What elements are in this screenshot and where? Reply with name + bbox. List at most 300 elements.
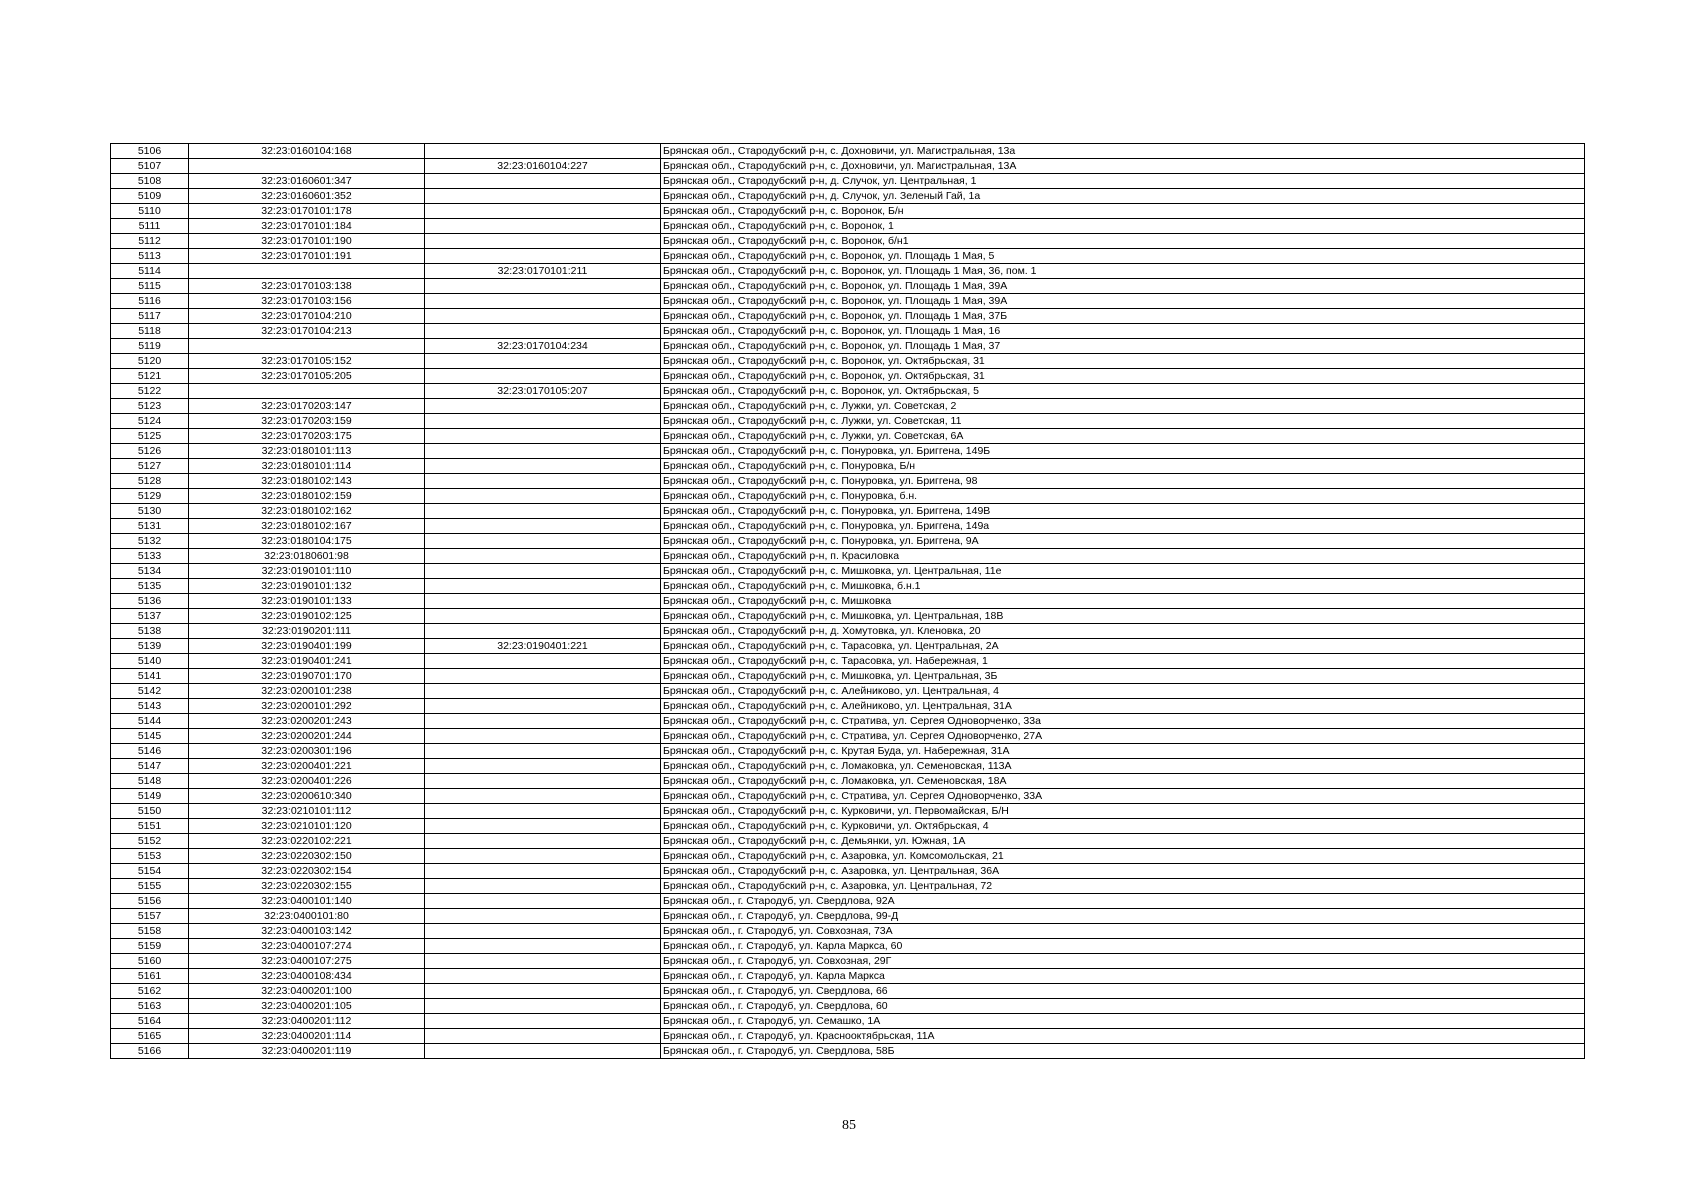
- table-row: [111, 369, 1585, 384]
- table-row: [111, 309, 1585, 324]
- row-number-cell: 5157: [111, 909, 189, 924]
- table-row: [111, 954, 1585, 969]
- related-cadastral-number-cell: [425, 444, 661, 459]
- related-cadastral-number-cell: [425, 489, 661, 504]
- row-number-cell: 5138: [111, 624, 189, 639]
- address-cell: Брянская обл., Стародубский р-н, с. Мишковка, б.н.1: [661, 579, 1585, 594]
- related-cadastral-number-cell: [425, 609, 661, 624]
- table-row: [111, 429, 1585, 444]
- cadastral-number-cell: 32:23:0180102:143: [189, 474, 425, 489]
- address-cell: Брянская обл., Стародубский р-н, с. Курковичи, ул. Первомайская, Б/Н: [661, 804, 1585, 819]
- table-row: [111, 654, 1585, 669]
- cadastral-number-cell: 32:23:0400108:434: [189, 969, 425, 984]
- table-row: [111, 804, 1585, 819]
- cadastral-number-cell: 32:23:0170104:213: [189, 324, 425, 339]
- row-number-cell: 5135: [111, 579, 189, 594]
- row-number-cell: 5154: [111, 864, 189, 879]
- table-row: [111, 924, 1585, 939]
- table-row: [111, 909, 1585, 924]
- address-cell: Брянская обл., Стародубский р-н, с. Воронок, ул. Площадь 1 Мая, 37: [661, 339, 1585, 354]
- address-cell: Брянская обл., г. Стародуб, ул. Свердлова, 58Б: [661, 1044, 1585, 1059]
- related-cadastral-number-cell: [425, 249, 661, 264]
- table-row: [111, 159, 1585, 174]
- address-cell: Брянская обл., г. Стародуб, ул. Карла Маркса: [661, 969, 1585, 984]
- cadastral-number-cell: 32:23:0180101:113: [189, 444, 425, 459]
- address-cell: Брянская обл., Стародубский р-н, с. Воронок, ул. Площадь 1 Мая, 37Б: [661, 309, 1585, 324]
- row-number-cell: 5145: [111, 729, 189, 744]
- row-number-cell: 5133: [111, 549, 189, 564]
- address-cell: Брянская обл., Стародубский р-н, с. Стратива, ул. Сергея Одноворченко, 27А: [661, 729, 1585, 744]
- row-number-cell: 5136: [111, 594, 189, 609]
- address-cell: Брянская обл., г. Стародуб, ул. Семашко, 1А: [661, 1014, 1585, 1029]
- cadastral-number-cell: [189, 384, 425, 399]
- table-row: [111, 759, 1585, 774]
- cadastral-number-cell: 32:23:0170104:210: [189, 309, 425, 324]
- row-number-cell: 5126: [111, 444, 189, 459]
- address-cell: Брянская обл., Стародубский р-н, с. Мишковка, ул. Центральная, 11е: [661, 564, 1585, 579]
- cadastral-number-cell: 32:23:0170203:159: [189, 414, 425, 429]
- related-cadastral-number-cell: [425, 954, 661, 969]
- address-cell: Брянская обл., Стародубский р-н, с. Воронок, ул. Октябрьская, 5: [661, 384, 1585, 399]
- cadastral-number-cell: 32:23:0170203:175: [189, 429, 425, 444]
- row-number-cell: 5164: [111, 1014, 189, 1029]
- related-cadastral-number-cell: [425, 819, 661, 834]
- address-cell: Брянская обл., Стародубский р-н, с. Ломаковка, ул. Семеновская, 113А: [661, 759, 1585, 774]
- address-cell: Брянская обл., г. Стародуб, ул. Свердлова, 60: [661, 999, 1585, 1014]
- cadastral-number-cell: 32:23:0200101:292: [189, 699, 425, 714]
- cadastral-number-cell: 32:23:0170103:156: [189, 294, 425, 309]
- row-number-cell: 5143: [111, 699, 189, 714]
- row-number-cell: 5134: [111, 564, 189, 579]
- table-row: [111, 264, 1585, 279]
- cadastral-number-cell: 32:23:0170101:184: [189, 219, 425, 234]
- related-cadastral-number-cell: [425, 294, 661, 309]
- cadastral-number-cell: 32:23:0190101:132: [189, 579, 425, 594]
- cadastral-number-cell: 32:23:0180102:159: [189, 489, 425, 504]
- row-number-cell: 5112: [111, 234, 189, 249]
- cadastral-number-cell: 32:23:0200610:340: [189, 789, 425, 804]
- related-cadastral-number-cell: [425, 924, 661, 939]
- related-cadastral-number-cell: [425, 909, 661, 924]
- registry-table-body: [111, 144, 1585, 1059]
- address-cell: Брянская обл., Стародубский р-н, с. Воронок, ул. Площадь 1 Мая, 39А: [661, 279, 1585, 294]
- cadastral-number-cell: [189, 339, 425, 354]
- row-number-cell: 5160: [111, 954, 189, 969]
- table-row: [111, 444, 1585, 459]
- related-cadastral-number-cell: 32:23:0170104:234: [425, 339, 661, 354]
- table-row: [111, 339, 1585, 354]
- related-cadastral-number-cell: [425, 189, 661, 204]
- cadastral-number-cell: 32:23:0190401:199: [189, 639, 425, 654]
- related-cadastral-number-cell: [425, 804, 661, 819]
- related-cadastral-number-cell: [425, 219, 661, 234]
- row-number-cell: 5115: [111, 279, 189, 294]
- address-cell: Брянская обл., Стародубский р-н, с. Воронок, 1: [661, 219, 1585, 234]
- related-cadastral-number-cell: [425, 309, 661, 324]
- address-cell: Брянская обл., Стародубский р-н, с. Лужки, ул. Советская, 11: [661, 414, 1585, 429]
- related-cadastral-number-cell: [425, 369, 661, 384]
- address-cell: Брянская обл., Стародубский р-н, с. Понуровка, б.н.: [661, 489, 1585, 504]
- cadastral-number-cell: 32:23:0220302:154: [189, 864, 425, 879]
- related-cadastral-number-cell: [425, 504, 661, 519]
- row-number-cell: 5125: [111, 429, 189, 444]
- related-cadastral-number-cell: [425, 429, 661, 444]
- row-number-cell: 5110: [111, 204, 189, 219]
- address-cell: Брянская обл., Стародубский р-н, с. Демьянки, ул. Южная, 1А: [661, 834, 1585, 849]
- row-number-cell: 5142: [111, 684, 189, 699]
- related-cadastral-number-cell: [425, 789, 661, 804]
- address-cell: Брянская обл., Стародубский р-н, с. Алейниково, ул. Центральная, 4: [661, 684, 1585, 699]
- address-cell: Брянская обл., Стародубский р-н, д. Случок, ул. Центральная, 1: [661, 174, 1585, 189]
- related-cadastral-number-cell: [425, 204, 661, 219]
- table-row: [111, 639, 1585, 654]
- row-number-cell: 5148: [111, 774, 189, 789]
- cadastral-number-cell: 32:23:0200101:238: [189, 684, 425, 699]
- cadastral-number-cell: 32:23:0180104:175: [189, 534, 425, 549]
- table-row: [111, 744, 1585, 759]
- related-cadastral-number-cell: [425, 279, 661, 294]
- table-row: [111, 669, 1585, 684]
- related-cadastral-number-cell: [425, 864, 661, 879]
- address-cell: Брянская обл., Стародубский р-н, с. Лужки, ул. Советская, 2: [661, 399, 1585, 414]
- address-cell: Брянская обл., Стародубский р-н, с. Понуровка, ул. Бриггена, 98: [661, 474, 1585, 489]
- cadastral-number-cell: 32:23:0200401:226: [189, 774, 425, 789]
- related-cadastral-number-cell: [425, 879, 661, 894]
- related-cadastral-number-cell: [425, 654, 661, 669]
- cadastral-number-cell: 32:23:0200201:244: [189, 729, 425, 744]
- related-cadastral-number-cell: [425, 714, 661, 729]
- row-number-cell: 5137: [111, 609, 189, 624]
- related-cadastral-number-cell: [425, 324, 661, 339]
- address-cell: Брянская обл., Стародубский р-н, с. Крутая Буда, ул. Набережная, 31А: [661, 744, 1585, 759]
- row-number-cell: 5107: [111, 159, 189, 174]
- cadastral-number-cell: 32:23:0200301:196: [189, 744, 425, 759]
- address-cell: Брянская обл., Стародубский р-н, с. Лужки, ул. Советская, 6А: [661, 429, 1585, 444]
- table-row: [111, 249, 1585, 264]
- related-cadastral-number-cell: 32:23:0190401:221: [425, 639, 661, 654]
- cadastral-number-cell: 32:23:0400201:114: [189, 1029, 425, 1044]
- cadastral-number-cell: 32:23:0170101:191: [189, 249, 425, 264]
- related-cadastral-number-cell: [425, 759, 661, 774]
- address-cell: Брянская обл., Стародубский р-н, с. Понуровка, ул. Бриггена, 149а: [661, 519, 1585, 534]
- table-row: [111, 564, 1585, 579]
- cadastral-number-cell: 32:23:0400101:80: [189, 909, 425, 924]
- table-row: [111, 474, 1585, 489]
- address-cell: Брянская обл., Стародубский р-н, с. Воронок, ул. Октябрьская, 31: [661, 369, 1585, 384]
- related-cadastral-number-cell: [425, 969, 661, 984]
- address-cell: Брянская обл., Стародубский р-н, с. Мишковка, ул. Центральная, 18В: [661, 609, 1585, 624]
- address-cell: Брянская обл., Стародубский р-н, с. Понуровка, ул. Бриггена, 149Б: [661, 444, 1585, 459]
- related-cadastral-number-cell: [425, 234, 661, 249]
- table-row: [111, 984, 1585, 999]
- row-number-cell: 5156: [111, 894, 189, 909]
- cadastral-number-cell: 32:23:0160601:352: [189, 189, 425, 204]
- table-row: [111, 864, 1585, 879]
- table-row: [111, 969, 1585, 984]
- cadastral-number-cell: 32:23:0190401:241: [189, 654, 425, 669]
- cadastral-number-cell: 32:23:0180101:114: [189, 459, 425, 474]
- table-row: [111, 849, 1585, 864]
- row-number-cell: 5120: [111, 354, 189, 369]
- row-number-cell: 5151: [111, 819, 189, 834]
- row-number-cell: 5108: [111, 174, 189, 189]
- address-cell: Брянская обл., Стародубский р-н, с. Тарасовка, ул. Набережная, 1: [661, 654, 1585, 669]
- related-cadastral-number-cell: 32:23:0170101:211: [425, 264, 661, 279]
- cadastral-number-cell: 32:23:0400101:140: [189, 894, 425, 909]
- address-cell: Брянская обл., Стародубский р-н, с. Стратива, ул. Сергея Одноворченко, 33А: [661, 789, 1585, 804]
- table-row: [111, 279, 1585, 294]
- row-number-cell: 5153: [111, 849, 189, 864]
- table-row: [111, 174, 1585, 189]
- row-number-cell: 5131: [111, 519, 189, 534]
- address-cell: Брянская обл., г. Стародуб, ул. Свердлова, 99-Д: [661, 909, 1585, 924]
- cadastral-number-cell: 32:23:0210101:120: [189, 819, 425, 834]
- row-number-cell: 5140: [111, 654, 189, 669]
- table-row: [111, 519, 1585, 534]
- address-cell: Брянская обл., Стародубский р-н, с. Понуровка, Б/н: [661, 459, 1585, 474]
- table-row: [111, 879, 1585, 894]
- row-number-cell: 5116: [111, 294, 189, 309]
- table-row: [111, 219, 1585, 234]
- related-cadastral-number-cell: [425, 669, 661, 684]
- table-row: [111, 579, 1585, 594]
- related-cadastral-number-cell: [425, 834, 661, 849]
- row-number-cell: 5117: [111, 309, 189, 324]
- table-row: [111, 324, 1585, 339]
- cadastral-number-cell: 32:23:0400201:119: [189, 1044, 425, 1059]
- address-cell: Брянская обл., Стародубский р-н, с. Мишковка: [661, 594, 1585, 609]
- address-cell: Брянская обл., Стародубский р-н, д. Хомутовка, ул. Кленовка, 20: [661, 624, 1585, 639]
- address-cell: Брянская обл., г. Стародуб, ул. Краснооктябрьская, 11А: [661, 1029, 1585, 1044]
- related-cadastral-number-cell: [425, 1029, 661, 1044]
- cadastral-number-cell: 32:23:0220302:155: [189, 879, 425, 894]
- address-cell: Брянская обл., Стародубский р-н, с. Воронок, ул. Площадь 1 Мая, 5: [661, 249, 1585, 264]
- row-number-cell: 5113: [111, 249, 189, 264]
- address-cell: Брянская обл., Стародубский р-н, с. Азаровка, ул. Комсомольская, 21: [661, 849, 1585, 864]
- table-row: [111, 384, 1585, 399]
- related-cadastral-number-cell: [425, 774, 661, 789]
- address-cell: Брянская обл., Стародубский р-н, с. Азаровка, ул. Центральная, 36А: [661, 864, 1585, 879]
- address-cell: Брянская обл., г. Стародуб, ул. Совхозная, 73А: [661, 924, 1585, 939]
- address-cell: Брянская обл., Стародубский р-н, с. Воронок, ул. Площадь 1 Мая, 36, пом. 1: [661, 264, 1585, 279]
- table-row: [111, 414, 1585, 429]
- table-row: [111, 489, 1585, 504]
- related-cadastral-number-cell: [425, 519, 661, 534]
- related-cadastral-number-cell: [425, 894, 661, 909]
- related-cadastral-number-cell: [425, 999, 661, 1014]
- table-row: [111, 294, 1585, 309]
- table-row: [111, 1014, 1585, 1029]
- row-number-cell: 5114: [111, 264, 189, 279]
- cadastral-number-cell: 32:23:0190102:125: [189, 609, 425, 624]
- table-row: [111, 789, 1585, 804]
- address-cell: Брянская обл., Стародубский р-н, с. Воронок, ул. Октябрьская, 31: [661, 354, 1585, 369]
- row-number-cell: 5147: [111, 759, 189, 774]
- address-cell: Брянская обл., Стародубский р-н, с. Азаровка, ул. Центральная, 72: [661, 879, 1585, 894]
- related-cadastral-number-cell: [425, 729, 661, 744]
- address-cell: Брянская обл., Стародубский р-н, с. Воронок, ул. Площадь 1 Мая, 16: [661, 324, 1585, 339]
- related-cadastral-number-cell: [425, 579, 661, 594]
- table-row: [111, 609, 1585, 624]
- related-cadastral-number-cell: [425, 414, 661, 429]
- row-number-cell: 5129: [111, 489, 189, 504]
- table-row: [111, 549, 1585, 564]
- cadastral-number-cell: 32:23:0400103:142: [189, 924, 425, 939]
- related-cadastral-number-cell: [425, 399, 661, 414]
- cadastral-number-cell: 32:23:0220102:221: [189, 834, 425, 849]
- cadastral-number-cell: 32:23:0190101:110: [189, 564, 425, 579]
- related-cadastral-number-cell: [425, 744, 661, 759]
- related-cadastral-number-cell: [425, 984, 661, 999]
- address-cell: Брянская обл., г. Стародуб, ул. Свердлова, 92А: [661, 894, 1585, 909]
- related-cadastral-number-cell: [425, 849, 661, 864]
- row-number-cell: 5165: [111, 1029, 189, 1044]
- cadastral-number-cell: 32:23:0400201:112: [189, 1014, 425, 1029]
- table-row: [111, 939, 1585, 954]
- cadastral-number-cell: 32:23:0170103:138: [189, 279, 425, 294]
- table-row: [111, 1029, 1585, 1044]
- address-cell: Брянская обл., Стародубский р-н, с. Мишковка, ул. Центральная, 3Б: [661, 669, 1585, 684]
- table-row: [111, 999, 1585, 1014]
- row-number-cell: 5124: [111, 414, 189, 429]
- address-cell: Брянская обл., г. Стародуб, ул. Свердлова, 66: [661, 984, 1585, 999]
- cadastral-number-cell: 32:23:0160104:168: [189, 144, 425, 159]
- table-row: [111, 774, 1585, 789]
- related-cadastral-number-cell: 32:23:0170105:207: [425, 384, 661, 399]
- row-number-cell: 5132: [111, 534, 189, 549]
- row-number-cell: 5118: [111, 324, 189, 339]
- related-cadastral-number-cell: [425, 939, 661, 954]
- row-number-cell: 5130: [111, 504, 189, 519]
- address-cell: Брянская обл., Стародубский р-н, с. Понуровка, ул. Бриггена, 9А: [661, 534, 1585, 549]
- address-cell: Брянская обл., Стародубский р-н, с. Курковичи, ул. Октябрьская, 4: [661, 819, 1585, 834]
- related-cadastral-number-cell: [425, 474, 661, 489]
- address-cell: Брянская обл., Стародубский р-н, с. Понуровка, ул. Бриггена, 149В: [661, 504, 1585, 519]
- row-number-cell: 5158: [111, 924, 189, 939]
- cadastral-number-cell: 32:23:0170101:178: [189, 204, 425, 219]
- row-number-cell: 5106: [111, 144, 189, 159]
- table-row: [111, 684, 1585, 699]
- cadastral-number-cell: 32:23:0400107:275: [189, 954, 425, 969]
- cadastral-number-cell: 32:23:0200401:221: [189, 759, 425, 774]
- related-cadastral-number-cell: [425, 549, 661, 564]
- cadastral-number-cell: 32:23:0170105:152: [189, 354, 425, 369]
- related-cadastral-number-cell: [425, 1044, 661, 1059]
- related-cadastral-number-cell: [425, 534, 661, 549]
- address-cell: Брянская обл., г. Стародуб, ул. Совхозная, 29Г: [661, 954, 1585, 969]
- row-number-cell: 5109: [111, 189, 189, 204]
- cadastral-number-cell: 32:23:0400107:274: [189, 939, 425, 954]
- row-number-cell: 5155: [111, 879, 189, 894]
- row-number-cell: 5152: [111, 834, 189, 849]
- cadastral-number-cell: 32:23:0170105:205: [189, 369, 425, 384]
- row-number-cell: 5159: [111, 939, 189, 954]
- cadastral-number-cell: 32:23:0190101:133: [189, 594, 425, 609]
- registry-sheet: [110, 143, 1584, 1059]
- cadastral-number-cell: 32:23:0170101:190: [189, 234, 425, 249]
- registry-table: [110, 143, 1585, 1059]
- row-number-cell: 5146: [111, 744, 189, 759]
- related-cadastral-number-cell: [425, 459, 661, 474]
- table-row: [111, 714, 1585, 729]
- address-cell: Брянская обл., Стародубский р-н, п. Красиловка: [661, 549, 1585, 564]
- row-number-cell: 5122: [111, 384, 189, 399]
- table-row: [111, 729, 1585, 744]
- cadastral-number-cell: 32:23:0220302:150: [189, 849, 425, 864]
- cadastral-number-cell: 32:23:0190701:170: [189, 669, 425, 684]
- cadastral-number-cell: 32:23:0210101:112: [189, 804, 425, 819]
- related-cadastral-number-cell: [425, 699, 661, 714]
- address-cell: Брянская обл., Стародубский р-н, с. Дохновичи, ул. Магистральная, 13А: [661, 159, 1585, 174]
- table-row: [111, 834, 1585, 849]
- address-cell: Брянская обл., Стародубский р-н, с. Дохновичи, ул. Магистральная, 13а: [661, 144, 1585, 159]
- table-row: [111, 624, 1585, 639]
- table-row: [111, 534, 1585, 549]
- related-cadastral-number-cell: [425, 624, 661, 639]
- cadastral-number-cell: 32:23:0190201:111: [189, 624, 425, 639]
- related-cadastral-number-cell: [425, 174, 661, 189]
- address-cell: Брянская обл., Стародубский р-н, с. Стратива, ул. Сергея Одноворченко, 33а: [661, 714, 1585, 729]
- related-cadastral-number-cell: 32:23:0160104:227: [425, 159, 661, 174]
- related-cadastral-number-cell: [425, 144, 661, 159]
- row-number-cell: 5121: [111, 369, 189, 384]
- address-cell: Брянская обл., Стародубский р-н, с. Ломаковка, ул. Семеновская, 18А: [661, 774, 1585, 789]
- row-number-cell: 5149: [111, 789, 189, 804]
- address-cell: Брянская обл., Стародубский р-н, с. Алейниково, ул. Центральная, 31А: [661, 699, 1585, 714]
- row-number-cell: 5119: [111, 339, 189, 354]
- row-number-cell: 5141: [111, 669, 189, 684]
- table-row: [111, 1044, 1585, 1059]
- related-cadastral-number-cell: [425, 594, 661, 609]
- row-number-cell: 5161: [111, 969, 189, 984]
- table-row: [111, 399, 1585, 414]
- cadastral-number-cell: 32:23:0400201:100: [189, 984, 425, 999]
- related-cadastral-number-cell: [425, 564, 661, 579]
- related-cadastral-number-cell: [425, 1014, 661, 1029]
- cadastral-number-cell: 32:23:0170203:147: [189, 399, 425, 414]
- table-row: [111, 204, 1585, 219]
- row-number-cell: 5166: [111, 1044, 189, 1059]
- cadastral-number-cell: 32:23:0180102:162: [189, 504, 425, 519]
- cadastral-number-cell: 32:23:0180102:167: [189, 519, 425, 534]
- row-number-cell: 5111: [111, 219, 189, 234]
- table-row: [111, 354, 1585, 369]
- address-cell: Брянская обл., Стародубский р-н, с. Воронок, Б/н: [661, 204, 1585, 219]
- row-number-cell: 5162: [111, 984, 189, 999]
- address-cell: Брянская обл., Стародубский р-н, д. Случок, ул. Зеленый Гай, 1а: [661, 189, 1585, 204]
- address-cell: Брянская обл., Стародубский р-н, с. Воронок, ул. Площадь 1 Мая, 39А: [661, 294, 1585, 309]
- cadastral-number-cell: 32:23:0160601:347: [189, 174, 425, 189]
- row-number-cell: 5123: [111, 399, 189, 414]
- address-cell: Брянская обл., Стародубский р-н, с. Воронок, б/н1: [661, 234, 1585, 249]
- table-row: [111, 594, 1585, 609]
- table-row: [111, 459, 1585, 474]
- address-cell: Брянская обл., г. Стародуб, ул. Карла Маркса, 60: [661, 939, 1585, 954]
- page-number: 85: [842, 1118, 856, 1133]
- row-number-cell: 5144: [111, 714, 189, 729]
- row-number-cell: 5163: [111, 999, 189, 1014]
- row-number-cell: 5150: [111, 804, 189, 819]
- table-row: [111, 699, 1585, 714]
- table-row: [111, 504, 1585, 519]
- cadastral-number-cell: 32:23:0200201:243: [189, 714, 425, 729]
- cadastral-number-cell: 32:23:0180601:98: [189, 549, 425, 564]
- table-row: [111, 189, 1585, 204]
- address-cell: Брянская обл., Стародубский р-н, с. Тарасовка, ул. Центральная, 2А: [661, 639, 1585, 654]
- cadastral-number-cell: [189, 264, 425, 279]
- row-number-cell: 5128: [111, 474, 189, 489]
- row-number-cell: 5127: [111, 459, 189, 474]
